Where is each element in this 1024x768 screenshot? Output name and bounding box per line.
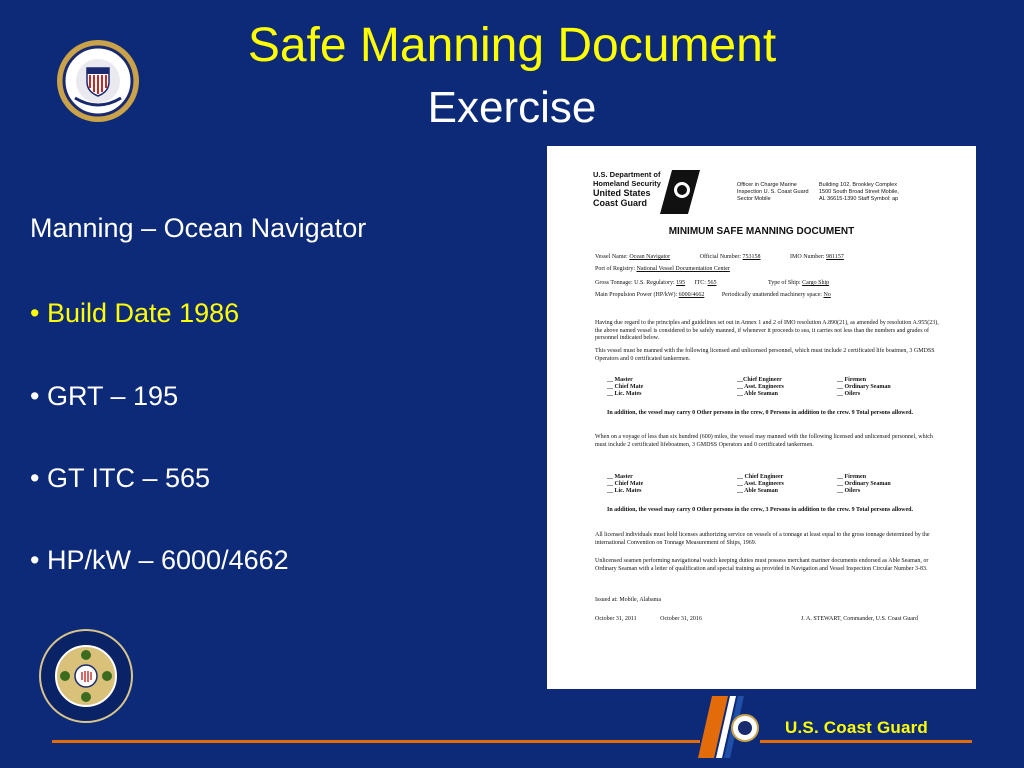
address-line: AL 36615-1390 Staff Symbol: ap (819, 196, 899, 202)
bullet-value: 565 (165, 463, 211, 493)
port-of-registry: National Vessel Documentation Center (636, 266, 730, 272)
document-agency-block (593, 170, 665, 208)
bullet-mark: • (30, 298, 40, 328)
bullet-mark: • (30, 545, 40, 575)
signature-line: J. A. STEWART, Commander, U.S. Coast Guard (801, 616, 918, 622)
agency-line: Homeland Security (593, 179, 661, 188)
regulation-paragraph: Having due regard to the principles and guidelines set out in Annex 1 and 2 of IMO resolution A.890(21), as amended by resolution A.955(23), the above named vessel is considered to be safely manned, if whenever it proceeds to sea, it carries not less than the numbers and grades of personnel indicated below. (595, 320, 939, 341)
crew-column-ratings (837, 377, 891, 398)
license-paragraph: All licensed individuals must hold licenses authorizing service on vessels of a tonnage at least equal to the gross tonnage determined by the international Convention on Tonnage Measurement of Ships, 1969. (595, 532, 930, 546)
bullet-value: 195 (133, 381, 179, 411)
crew-position: __ Chief Mate (607, 384, 644, 390)
crew-position: __ Asst. Engineers (737, 481, 784, 487)
issue-date: October 31, 2011 (595, 616, 637, 622)
crew-position: __ Firemen (837, 474, 867, 480)
official-number: 753158 (742, 254, 761, 260)
bullet-gt-itc (30, 462, 210, 494)
bullet-grt (30, 380, 178, 412)
address-line: Building 102, Brookley Complex (819, 182, 897, 188)
crew-position: __ Master (607, 474, 633, 480)
agency-line: United States (593, 188, 651, 198)
crew-position: __ Firemen (837, 377, 867, 383)
field-label: Main Propulsion Power (HP/kW): (595, 292, 678, 298)
crew-position: __ Able Seaman (737, 391, 779, 397)
short-voyage-paragraph: When on a voyage of less than six hundred (600) miles, the vessel may manned with the following licensed and unlicensed personnel, which must include 2 certificated lifeboatmen, 3 GMDSS Operators and 0 certificated tankermen. (595, 434, 933, 448)
vessel-name: Ocean Navigator (629, 254, 671, 260)
slide-subtitle: Exercise (427, 83, 597, 132)
uscg-seal-icon (55, 38, 141, 124)
crew-position: __ Asst. Engineers (737, 384, 784, 390)
crew-position: __Chief Engineer (737, 377, 782, 383)
bullet-value: 1986 (179, 298, 240, 328)
crew-position: __ Master (607, 377, 633, 383)
port-row (595, 266, 730, 273)
field-label: Type of Ship: (767, 280, 801, 286)
imo-number: 981157 (826, 254, 844, 260)
additional-persons-note-short: In addition, the vessel may carry 0 Other persons in the crew, 3 Persons in addition to the crew. 9 Total persons allowed. (607, 507, 914, 513)
field-label: ITC: (694, 280, 706, 286)
field-label: IMO Number: (790, 254, 825, 260)
bullet-mark: • (30, 463, 40, 493)
additional-persons-note: In addition, the vessel may carry 0 Other persons in the crew, 0 Persons in addition to the crew. 9 Total persons allowed. (607, 410, 914, 416)
power-row (595, 292, 831, 299)
summary-heading: Manning – Ocean Navigator (30, 213, 367, 243)
ship-type: Cargo Ship (802, 280, 830, 286)
crew-position: __ Chief Engineer (737, 474, 784, 480)
crew-position: __ Oilers (837, 488, 861, 494)
field-label: Official Number: (699, 254, 742, 260)
footer-branding: U.S. Coast Guard (785, 718, 929, 737)
unattended-machinery: No (823, 292, 831, 298)
regulatory-tonnage: 195 (676, 280, 686, 286)
crew-column-deck-short (607, 474, 643, 495)
document-dates-row (595, 616, 702, 623)
bullet-build-date (30, 297, 239, 329)
footer-rule-left (52, 740, 700, 743)
bullet-mark: • (30, 381, 40, 411)
manning-summary (30, 212, 510, 575)
tonnage-row (595, 280, 829, 287)
bullet-label: HP/kW – (46, 545, 154, 575)
crew-column-engine-short (737, 474, 784, 495)
bullet-label: GT ITC – (46, 463, 158, 493)
agency-line: U.S. Department of (593, 170, 661, 179)
document-address-block (819, 182, 969, 203)
expiration-date: October 31, 2016 (660, 616, 702, 622)
crew-column-engine (737, 377, 784, 398)
agency-line: Coast Guard (593, 198, 648, 208)
crew-position: __ Oilers (837, 391, 861, 397)
document-title: MINIMUM SAFE MANNING DOCUMENT (668, 226, 855, 237)
coast-guard-racing-stripe-icon (698, 696, 770, 758)
bullet-label: GRT – (46, 381, 126, 411)
crew-column-ratings-short (837, 474, 891, 495)
footer-rule-right (760, 740, 972, 743)
office-line: Sector Mobile (737, 196, 771, 202)
itc-tonnage: 565 (707, 280, 717, 286)
manning-document-image (547, 146, 976, 689)
crew-position: __ Ordinary Seaman (837, 384, 891, 390)
address-line: 1500 South Broad Street Mobile, (819, 189, 899, 195)
unlicensed-seamen-paragraph: Unlicensed seamen performing navigational watch keeping duties must possess merchant mariner documents endorsed as Able Seaman, or Ordinary Seaman with a letter of qualification and special training as provided in Navigation and Vessel Inspection Circular Number 3-83. (595, 558, 929, 572)
office-line: Officer in Charge Marine (737, 182, 797, 188)
bullet-hp-kw (30, 544, 289, 576)
document-office-block (737, 182, 817, 203)
field-label: Gross Tonnage: U.S. Regulatory: (595, 280, 675, 286)
crew-position: __ Lic. Mates (607, 488, 642, 494)
vessel-row (595, 254, 844, 261)
slide-title: Safe Manning Document (247, 19, 777, 72)
crew-column-deck (607, 377, 643, 398)
crew-position: __ Ordinary Seaman (837, 481, 891, 487)
issued-at: Issued at: Mobile, Alabama (595, 597, 661, 603)
field-label: Vessel Name: (595, 254, 628, 260)
crew-position: __ Able Seaman (737, 488, 779, 494)
field-label: Port of Registry: (595, 266, 635, 272)
coast-guard-stripe-icon (660, 170, 700, 214)
crew-position: __ Lic. Mates (607, 391, 642, 397)
office-line: Inspection U. S. Coast Guard (737, 189, 809, 195)
field-label: Periodically unattended machinery space: (721, 292, 822, 298)
marine-inspection-school-seal-icon (38, 628, 134, 724)
manning-requirement-paragraph: This vessel must be manned with the following licensed and unlicensed personnel, which must include 2 certificated life boatmen, 3 GMDSS Operators and 0 certificated tankermen. (595, 348, 935, 362)
bullet-label: Build Date (46, 298, 172, 328)
bullet-value: 6000/4662 (161, 545, 289, 575)
propulsion-power: 6000/4662 (678, 292, 705, 298)
crew-position: __ Chief Mate (607, 481, 644, 487)
